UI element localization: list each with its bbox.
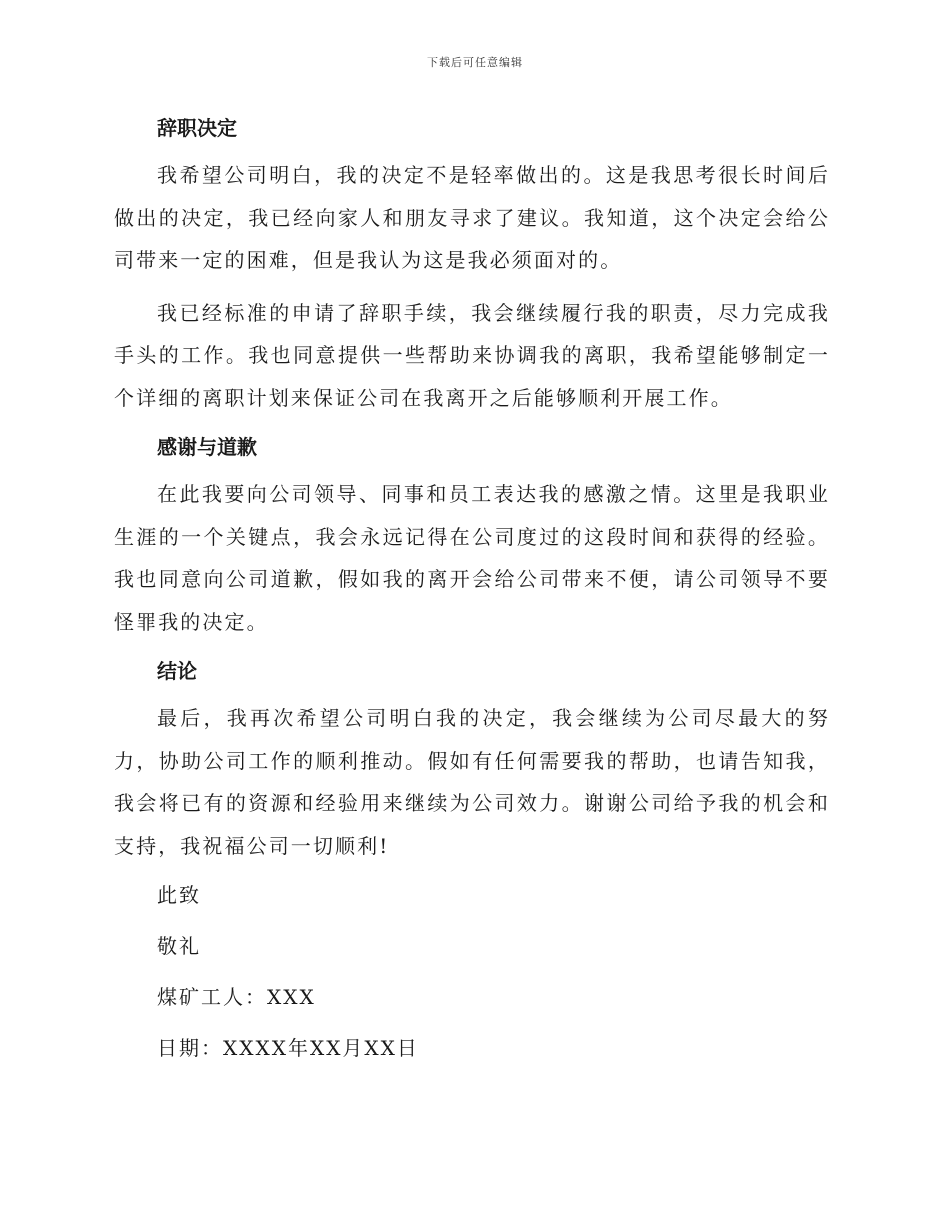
section-heading-conclusion: 结论 [157,659,197,683]
paragraph: 我已经标准的申请了辞职手续，我会继续履行我的职责，尽力完成我手头的工作。我也同意提供一些帮助来协调我的离职，我希望能够制定一个详细的离职计划来保证公司在我离开之后能够顺利开展工作。 [114,300,830,410]
paragraph: 最后，我再次希望公司明白我的决定，我会继续为公司尽最大的努力，协助公司工作的顺利推动。假如有任何需要我的帮助，也请告知我，我会将已有的资源和经验用来继续为公司效力。谢谢公司给予我的机会和支持，我祝福公司一切顺利! [114,706,830,858]
date-line: 日期：XXXX年XX月XX日 [157,1036,419,1060]
signature-line: 煤矿工人：XXX [157,985,316,1009]
closing-salutation: 此致 [157,883,201,907]
header-note: 下载后可任意编辑 [427,56,523,69]
section-heading-resignation: 辞职决定 [157,116,237,140]
closing-regards: 敬礼 [157,934,201,958]
paragraph: 我希望公司明白，我的决定不是轻率做出的。这是我思考很长时间后做出的决定，我已经向家人和朋友寻求了建议。我知道，这个决定会给公司带来一定的困难，但是我认为这是我必须面对的。 [114,163,830,272]
section-heading-thanks-apology: 感谢与道歉 [157,435,257,459]
paragraph: 在此我要向公司领导、同事和员工表达我的感激之情。这里是我职业生涯的一个关键点，我会永远记得在公司度过的这段时间和获得的经验。我也同意向公司道歉，假如我的离开会给公司带来不便，请公司领导不要怪罪我的决定。 [114,482,830,634]
document-body [114,110,830,1066]
